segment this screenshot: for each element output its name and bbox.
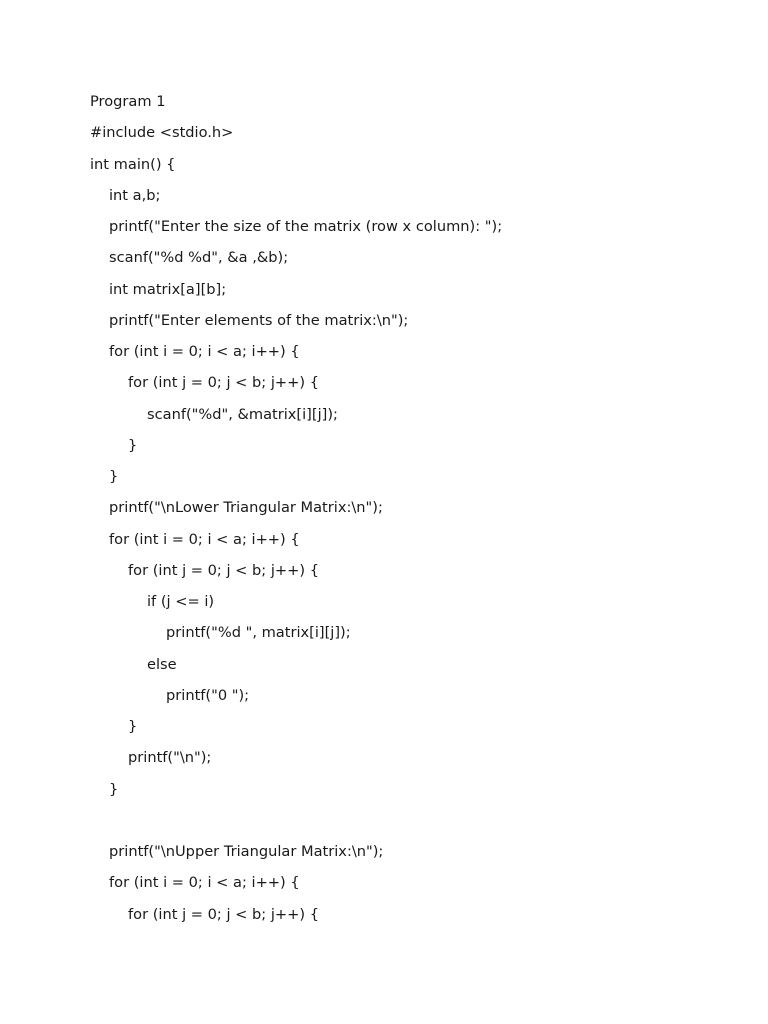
document-title: Program 1	[90, 93, 166, 110]
code-line: printf("%d ", matrix[i][j]);	[166, 624, 351, 642]
code-line: }	[128, 718, 138, 735]
code-line: printf("Enter the size of the matrix (row x column): ");	[109, 218, 503, 235]
code-line: int matrix[a][b];	[109, 280, 227, 298]
blank-line	[90, 809, 730, 840]
code-line: printf("0 ");	[166, 686, 250, 704]
code-line: for (int j = 0; j < b; j++) {	[128, 561, 319, 579]
code-line: }	[109, 468, 119, 485]
code-line: #include <stdio.h>	[90, 124, 234, 142]
code-line: for (int j = 0; j < b; j++) {	[128, 374, 319, 392]
code-line: printf("\nUpper Triangular Matrix:\n");	[109, 843, 384, 860]
code-line: for (int i = 0; i < a; i++) {	[109, 343, 300, 360]
code-line: int main() {	[90, 155, 176, 173]
code-line: for (int i = 0; i < a; i++) {	[109, 530, 300, 548]
code-line: else	[147, 655, 177, 673]
code-line: }	[128, 436, 138, 454]
code-line: printf("Enter elements of the matrix:\n");	[109, 311, 409, 329]
code-line: for (int j = 0; j < b; j++) {	[128, 905, 319, 923]
document-body	[90, 90, 730, 934]
code-line: if (j <= i)	[147, 593, 215, 610]
code-line: int a,b;	[109, 186, 161, 204]
code-line: scanf("%d", &matrix[i][j]);	[147, 405, 338, 423]
code-line: scanf("%d %d", &a ,&b);	[109, 249, 289, 267]
code-line: printf("\nLower Triangular Matrix:\n");	[109, 499, 383, 517]
code-line: printf("\n");	[128, 749, 212, 767]
code-line: }	[109, 780, 119, 798]
code-line: for (int i = 0; i < a; i++) {	[109, 874, 300, 892]
